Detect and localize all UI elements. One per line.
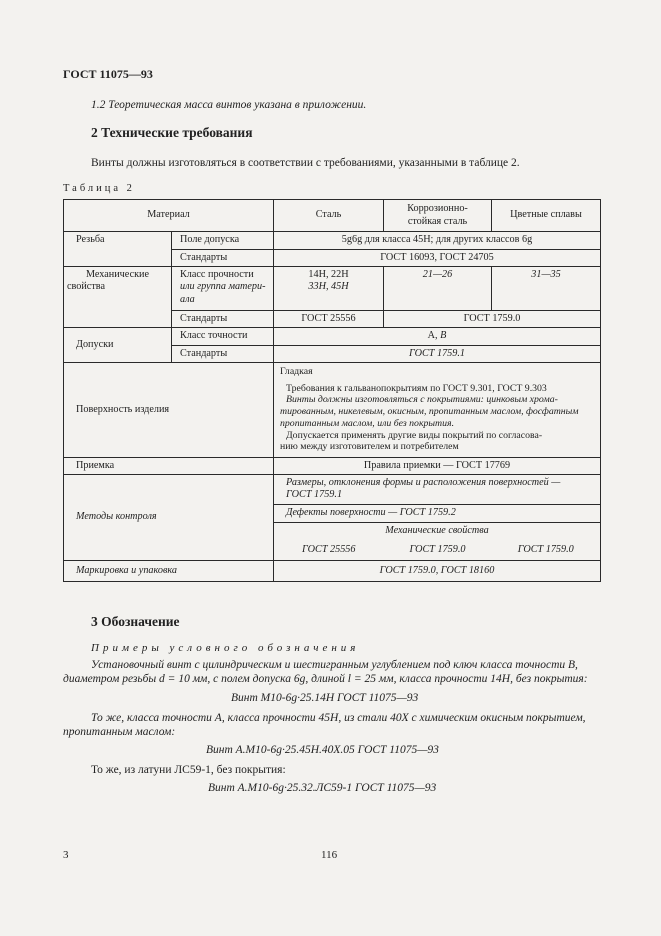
section-3-title: 3 Обозначение <box>91 614 180 629</box>
tolerances-label: Допуски <box>64 328 172 362</box>
page-number-left: 3 <box>63 849 69 861</box>
example-3-code: Винт А.М10-6g·25.32.ЛС59-1 ГОСТ 11075—93 <box>208 782 437 794</box>
surface-line3: тированным, никелевым, окисным, пропитанным маслом, фосфатным <box>280 406 579 418</box>
standard-header: ГОСТ 11075—93 <box>63 67 153 81</box>
mech-std-other: ГОСТ 1759.0 <box>384 311 601 328</box>
control-steel: ГОСТ 25556 <box>274 539 384 560</box>
marking-value: ГОСТ 1759.0, ГОСТ 18160 <box>274 560 601 581</box>
surface-smooth: Гладкая <box>280 365 313 377</box>
accuracy-class-value <box>274 328 601 345</box>
mech-class-line2: или группа матери- <box>180 281 266 293</box>
head-corr-line2: стойкая сталь <box>407 215 468 227</box>
surface-line1: Требования к гальванопокрытиям по ГОСТ 9.301, ГОСТ 9.303 <box>286 382 547 394</box>
example-1-line1: Установочный винт с цилиндрическим и шестигранным углублением под ключ класса точности В, <box>91 659 578 671</box>
accuracy-class-a: А, <box>427 330 438 342</box>
table-head-row <box>64 200 601 232</box>
requirements-table <box>63 199 601 582</box>
row-marking <box>64 560 601 581</box>
mech-std-steel: ГОСТ 25556 <box>274 311 384 328</box>
control-mech-heading: Механические свойства <box>274 523 601 540</box>
surface-line4: пропитанным маслом, или без покрытия. <box>280 417 455 429</box>
section-2-text: Винты должны изготовляться в соответствии с требованиями, указанными в таблице 2. <box>91 157 520 169</box>
example-2-code: Винт А.М10-6g·25.45Н.40Х.05 ГОСТ 11075—93 <box>206 744 439 756</box>
mech-std-label: Стандарты <box>172 311 274 328</box>
mech-steel-line1: 14Н, 22Н <box>308 269 349 281</box>
control-label: Методы контроля <box>64 475 274 561</box>
row-surface <box>64 362 601 457</box>
acceptance-value: Правила приемки — ГОСТ 17769 <box>274 457 601 474</box>
row-mech-class <box>64 267 601 311</box>
table-caption: Таблица 2 <box>63 183 135 194</box>
accuracy-class-label: Класс точности <box>172 328 274 345</box>
surface-requirements <box>274 362 601 457</box>
acceptance-label: Приемка <box>64 457 274 474</box>
thread-tol-label: Поле допуска <box>172 232 274 250</box>
control-corr: ГОСТ 1759.0 <box>384 539 492 560</box>
mech-label-line1: Механические <box>85 269 150 281</box>
surface-line5: Допускается применять другие виды покрытий по согласова- <box>286 429 543 441</box>
surface-line6: нию между изготовителем и потребителем <box>280 441 459 453</box>
control-dims-line1: Размеры, отклонения формы и расположения поверхностей — <box>286 477 561 489</box>
tolerances-std-label: Стандарты <box>172 345 274 362</box>
surface-line2: Винты должны изготовляться с покрытиями: цинковым хрома- <box>286 394 558 406</box>
example-2-line2: пропитанным маслом: <box>63 726 176 738</box>
mech-corr-value: 21—26 <box>384 267 492 311</box>
thread-std-label: Стандарты <box>172 250 274 267</box>
control-nonferrous: ГОСТ 1759.0 <box>492 539 601 560</box>
example-1-line2: диаметром резьбы d = 10 мм, с полем допуска 6g, длиной l = 25 мм, класса прочности 14Н, без покрытия: <box>63 673 588 685</box>
example-1-code: Винт М10-6g·25.14Н ГОСТ 11075—93 <box>231 692 419 704</box>
examples-heading: Примеры условного обозначения <box>91 642 360 654</box>
tolerances-std-value: ГОСТ 1759.1 <box>274 345 601 362</box>
marking-label: Маркировка и упаковка <box>64 560 274 581</box>
row-acceptance <box>64 457 601 474</box>
thread-label: Резьба <box>64 232 172 267</box>
surface-label: Поверхность изделия <box>64 362 274 457</box>
control-defects: Дефекты поверхности — ГОСТ 1759.2 <box>274 505 601 523</box>
control-dims <box>274 475 601 505</box>
example-2-line1: То же, класса точности А, класса прочности 45Н, из стали 40Х с химическим окисным покрытием, <box>91 712 586 724</box>
example-3-line1: То же, из латуни ЛС59-1, без покрытия: <box>91 764 286 776</box>
accuracy-class-b: В <box>440 330 447 342</box>
mech-class-line3: ала <box>180 293 195 305</box>
mech-label-line2: свойства <box>67 281 105 293</box>
thread-tol-value: 5g6g для класса 45Н; для других классов 6g <box>274 232 601 250</box>
row-thread-tolerance <box>64 232 601 250</box>
control-dims-line2: ГОСТ 1759.1 <box>286 489 343 501</box>
thread-std-value: ГОСТ 16093, ГОСТ 24705 <box>274 250 601 267</box>
paragraph-1-2: 1.2 Теоретическая масса винтов указана в приложении. <box>91 99 367 111</box>
mech-class-line1: Класс прочности <box>180 269 254 281</box>
section-2-title: 2 Технические требования <box>91 125 253 140</box>
mech-class-label <box>172 267 274 311</box>
mech-nonferrous-value: 31—35 <box>492 267 601 311</box>
row-control-dims <box>64 475 601 505</box>
mech-steel-values <box>274 267 384 311</box>
head-nonferrous: Цветные сплавы <box>492 200 601 232</box>
head-corrosion-resistant <box>384 200 492 232</box>
page-number-center: 116 <box>321 849 338 861</box>
head-steel: Сталь <box>274 200 384 232</box>
head-material: Материал <box>64 200 274 232</box>
row-tolerance-class <box>64 328 601 345</box>
mech-label <box>64 267 172 328</box>
mech-steel-line2: 33Н, 45Н <box>308 281 349 293</box>
head-corr-line1: Коррозионно- <box>407 203 468 215</box>
